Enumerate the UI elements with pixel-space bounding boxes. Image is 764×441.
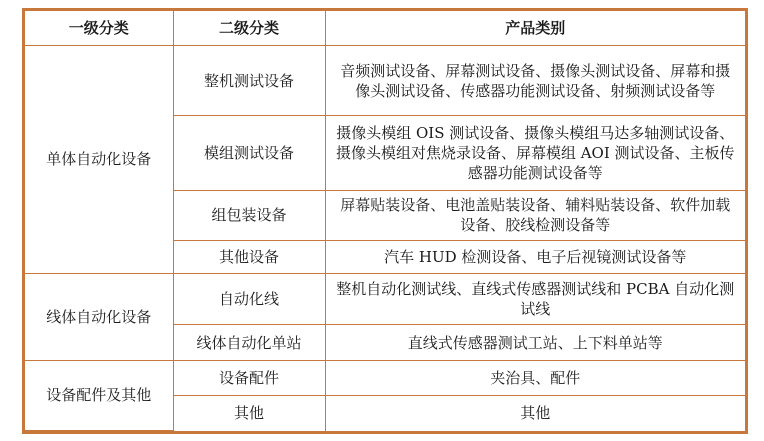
level2-cell: 设备配件 bbox=[173, 360, 325, 395]
products-cell: 屏幕贴装设备、电池盖贴装设备、辅料贴装设备、软件加载设备、胶线检测设备等 bbox=[325, 190, 745, 240]
table-row bbox=[25, 360, 745, 395]
products-cell: 摄像头模组 OIS 测试设备、摄像头模组马达多轴测试设备、摄像头模组对焦烧录设备、屏幕模组 AOI 测试设备、主板传感器功能测试设备等 bbox=[325, 116, 745, 191]
products-cell: 直线式传感器测试工站、上下料单站等 bbox=[325, 325, 745, 360]
header-level1: 一级分类 bbox=[25, 11, 173, 46]
header-products: 产品类别 bbox=[325, 11, 745, 46]
product-category-table bbox=[25, 11, 745, 431]
table-header-row bbox=[25, 11, 745, 46]
products-cell: 音频测试设备、屏幕测试设备、摄像头测试设备、屏幕和摄像头测试设备、传感器功能测试设备、射频测试设备等 bbox=[325, 46, 745, 116]
products-cell: 夹治具、配件 bbox=[325, 360, 745, 395]
products-cell: 其他 bbox=[325, 395, 745, 430]
level2-cell: 组包装设备 bbox=[173, 190, 325, 240]
level2-cell: 模组测试设备 bbox=[173, 116, 325, 191]
level2-cell: 自动化线 bbox=[173, 273, 325, 325]
category-table-frame bbox=[22, 8, 748, 434]
header-level2: 二级分类 bbox=[173, 11, 325, 46]
level1-cell: 设备配件及其他 bbox=[25, 360, 173, 430]
products-cell: 整机自动化测试线、直线式传感器测试线和 PCBA 自动化测试线 bbox=[325, 273, 745, 325]
level2-cell: 整机测试设备 bbox=[173, 46, 325, 116]
level1-cell: 线体自动化设备 bbox=[25, 273, 173, 360]
products-cell: 汽车 HUD 检测设备、电子后视镜测试设备等 bbox=[325, 240, 745, 273]
table-row bbox=[25, 46, 745, 116]
level1-cell: 单体自动化设备 bbox=[25, 46, 173, 274]
level2-cell: 其他 bbox=[173, 395, 325, 430]
level2-cell: 线体自动化单站 bbox=[173, 325, 325, 360]
table-row bbox=[25, 273, 745, 325]
level2-cell: 其他设备 bbox=[173, 240, 325, 273]
